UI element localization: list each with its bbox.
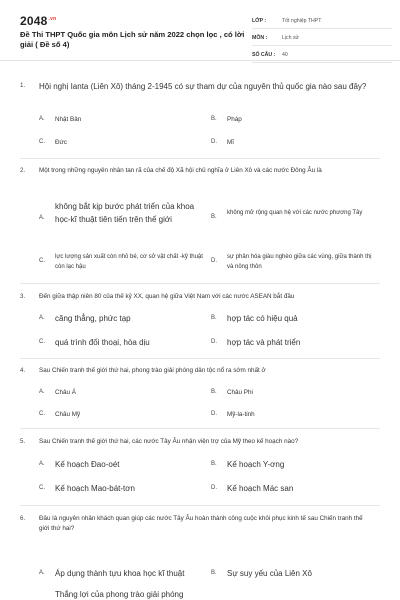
option-text: không bắt kịp bước phát triển của khoa học-kĩ thuật tiên tiến trên thế giới — [55, 202, 195, 224]
option-letter: A. — [39, 389, 45, 395]
divider — [20, 283, 380, 284]
option-text: Châu Mỹ — [55, 411, 81, 418]
option-letter: B. — [211, 315, 217, 321]
option-c[interactable] — [39, 484, 135, 493]
option-b[interactable] — [211, 389, 253, 396]
meta-subject-label: MÔN : — [252, 35, 268, 41]
meta-class-row — [252, 14, 392, 29]
meta-count-value: 40 — [282, 52, 288, 58]
option-letter: A. — [39, 315, 45, 321]
option-letter: A. — [39, 116, 45, 122]
meta-class-label: LỚP : — [252, 18, 267, 24]
option-d[interactable] — [211, 252, 376, 272]
option-text: Kế hoạch Mao-bát-tơn — [55, 484, 135, 493]
option-text: Châu Á — [55, 389, 77, 396]
option-a[interactable] — [39, 389, 76, 396]
option-letter: A. — [39, 570, 45, 576]
option-c[interactable] — [39, 252, 204, 272]
option-c[interactable] — [39, 411, 80, 418]
option-letter: A. — [39, 461, 45, 467]
option-b[interactable] — [211, 569, 312, 578]
option-text: Kế hoạch Y-ơng — [227, 460, 285, 469]
option-text: Kế hoạch Đao-oét — [55, 460, 120, 469]
option-letter: C. — [39, 139, 45, 145]
option-a[interactable] — [39, 460, 120, 469]
meta-count-label: SỐ CÂU : — [252, 52, 276, 58]
option-text: Mĩ — [227, 139, 234, 146]
question-number: 4. — [20, 367, 26, 374]
option-letter: B. — [211, 116, 217, 122]
option-letter: C. — [39, 485, 45, 491]
option-a[interactable] — [39, 569, 184, 578]
option-letter: C. — [39, 411, 45, 417]
option-text: không mở rộng quan hệ với các nước phương Tây — [227, 210, 363, 216]
option-a[interactable] — [39, 116, 81, 123]
option-letter: B. — [211, 570, 217, 576]
option-text: căng thẳng, phức tạp — [55, 314, 131, 323]
option-d[interactable] — [211, 411, 255, 418]
option-text: quá trình đối thoại, hòa dịu — [55, 338, 150, 347]
question-text: Sau Chiến tranh thế giới thứ hai, các nước Tây Âu nhận viện trợ của Mỹ theo kế hoạch nào? — [39, 438, 299, 445]
question-text: Một trong những nguyên nhân tan rã của chế độ Xã hội chủ nghĩa ở Liên Xô và các nước Đông Âu là — [39, 167, 322, 174]
meta-subject-value: Lịch sử — [282, 35, 300, 41]
option-c[interactable] — [39, 139, 67, 146]
question-number: 2. — [20, 167, 26, 174]
option-b[interactable] — [211, 208, 376, 220]
question-text: Đâu là nguyên nhân khách quan giúp các nước Tây Âu hoàn thành công cuộc khôi phục kinh tế sau Chiến tranh thế giới thứ hai? — [39, 515, 363, 532]
option-text: lực lượng sản xuất còn nhỏ bé, cơ sở vật chất -kỹ thuật còn lạc hậu — [55, 254, 203, 270]
question-number: 6. — [20, 515, 26, 522]
option-text: Châu Phi — [227, 389, 253, 396]
option-letter: A. — [39, 215, 45, 221]
question-number: 5. — [20, 438, 26, 445]
option-d[interactable] — [211, 139, 234, 146]
question-number: 1. — [20, 82, 26, 89]
option-text: Kế hoạch Mác san — [227, 484, 294, 493]
logo-text: 2048 — [20, 14, 48, 28]
option-text: Sự suy yếu của Liên Xô — [227, 569, 312, 578]
site-logo[interactable] — [20, 14, 56, 28]
divider — [20, 158, 380, 159]
meta-count-row — [252, 48, 392, 63]
divider — [20, 428, 380, 429]
page-title: Đề Thi THPT Quốc gia môn Lịch sử năm 2022 chọn lọc , có lời giải ( Đề số 4) — [20, 30, 245, 49]
meta-subject-row — [252, 31, 392, 46]
option-d[interactable] — [211, 338, 300, 347]
document-header — [0, 0, 400, 61]
option-letter: D. — [211, 485, 217, 491]
question-text: Đến giữa thập niên 80 của thế kỷ XX, quan hệ giữa Việt Nam với các nước ASEAN bắt đầu — [39, 293, 295, 300]
option-text: hợp tác có hiệu quả — [227, 314, 298, 323]
option-letter: C. — [39, 339, 45, 345]
logo-suffix: .vn — [48, 16, 57, 22]
divider — [20, 358, 380, 359]
exam-meta — [252, 14, 392, 65]
option-text: Nhật Bản — [55, 116, 82, 123]
option-c-partial[interactable] — [55, 590, 183, 599]
option-letter: D. — [211, 258, 217, 264]
divider — [20, 505, 380, 506]
option-d[interactable] — [211, 484, 293, 493]
option-a[interactable] — [39, 200, 204, 226]
option-text: Áp dụng thành tựu khoa học kĩ thuật — [55, 569, 185, 578]
question-text: Hội nghị Ianta (Liên Xô) tháng 2-1945 có sự tham dự của nguyên thủ quốc gia nào sau đây? — [39, 82, 367, 91]
option-b[interactable] — [211, 314, 298, 323]
question-text: Sau Chiến tranh thế giới thứ hai, phong trào giải phóng dân tộc nổ ra sớm nhất ở — [39, 367, 266, 374]
option-text: sự phân hóa giàu nghèo giữa các vùng, giữa thành thị và nông thôn — [227, 254, 372, 270]
option-letter: D. — [211, 139, 217, 145]
option-text: Đức — [55, 139, 67, 146]
option-b[interactable] — [211, 460, 284, 469]
option-text: Pháp — [227, 116, 242, 123]
option-letter: C. — [39, 258, 45, 264]
option-a[interactable] — [39, 314, 131, 323]
question-number: 3. — [20, 293, 26, 300]
option-letter: B. — [211, 461, 217, 467]
option-letter: D. — [211, 411, 217, 417]
option-text: Thắng lợi của phong trào giải phóng — [55, 590, 184, 599]
option-letter: B. — [211, 389, 217, 395]
option-text: Mỹ-la-tinh — [227, 411, 255, 418]
option-b[interactable] — [211, 116, 242, 123]
option-letter: D. — [211, 339, 217, 345]
meta-class-value: Tốt nghiệp THPT — [282, 18, 322, 24]
option-text: hợp tác và phát triển — [227, 338, 301, 347]
option-letter: B. — [211, 214, 217, 220]
option-c[interactable] — [39, 338, 150, 347]
